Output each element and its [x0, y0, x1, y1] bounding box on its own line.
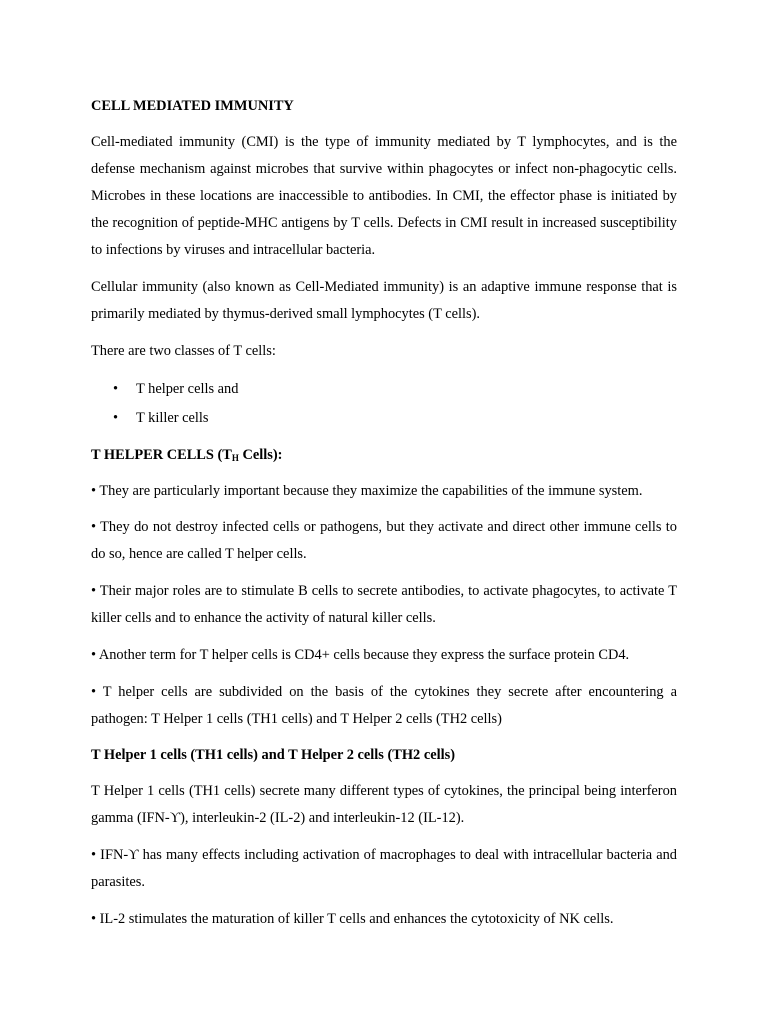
th1-point: • IFN-ϒ has many effects including activation of macrophages to deal with intracellular bacteria and parasites. — [91, 847, 677, 890]
t-helper-point: • T helper cells are subdivided on the basis of the cytokines they secrete after encountering a pathogen: T Helper 1 cells (TH1 cells) and T Helper 2 cells (TH2 cells) — [91, 684, 677, 727]
classes-intro: There are two classes of T cells: — [91, 343, 276, 359]
intro-paragraph: Cell-mediated immunity (CMI) is the type of immunity mediated by T lymphocytes, and is the defense mechanism against microbes that survive within phagocytes or infect non-phagocytic cells. Microbes in these locations are inaccessible to antibodies. In CMI, the effector phase is initiated by the recognition of peptide-MHC antigens by T cells. Defects in CMI result in increased susceptibility to infections by viruses and intracellular bacteria. — [91, 134, 677, 258]
list-item — [91, 404, 677, 433]
t-cell-classes-list — [91, 375, 677, 433]
t-helper-point: • They do not destroy infected cells or pathogens, but they activate and direct other immune cells to do so, hence are called T helper cells. — [91, 519, 677, 562]
list-item — [91, 375, 677, 404]
th1-paragraph: T Helper 1 cells (TH1 cells) secrete many different types of cytokines, the principal being interferon gamma (IFN-ϒ), interleukin-2 (IL-2) and interleukin-12 (IL-12). — [91, 783, 677, 826]
cellular-immunity-paragraph: Cellular immunity (also known as Cell-Mediated immunity) is an adaptive immune response that is primarily mediated by thymus-derived small lymphocytes (T cells). — [91, 279, 677, 322]
list-item-text: T killer cells — [136, 410, 209, 426]
th1-th2-heading: T Helper 1 cells (TH1 cells) and T Helper 2 cells (TH2 cells) — [91, 747, 456, 763]
th1-point: • IL-2 stimulates the maturation of killer T cells and enhances the cytotoxicity of NK cells. — [91, 911, 614, 927]
document-page — [91, 93, 677, 933]
t-helper-point: • They are particularly important because they maximize the capabilities of the immune system. — [91, 483, 643, 499]
bullet-icon: • — [113, 381, 119, 397]
list-item-text: T helper cells and — [136, 381, 239, 397]
t-helper-heading: T HELPER CELLS ($T_H$ Cells): — [91, 447, 283, 463]
bullet-icon: • — [113, 410, 119, 426]
document-title: CELL MEDIATED IMMUNITY — [91, 98, 294, 114]
t-helper-point: • Another term for T helper cells is CD4+ cells because they express the surface protein CD4. — [91, 647, 630, 663]
t-helper-point: • Their major roles are to stimulate B cells to secrete antibodies, to activate phagocytes, to activate T killer cells and to enhance the activity of natural killer cells. — [91, 583, 677, 626]
